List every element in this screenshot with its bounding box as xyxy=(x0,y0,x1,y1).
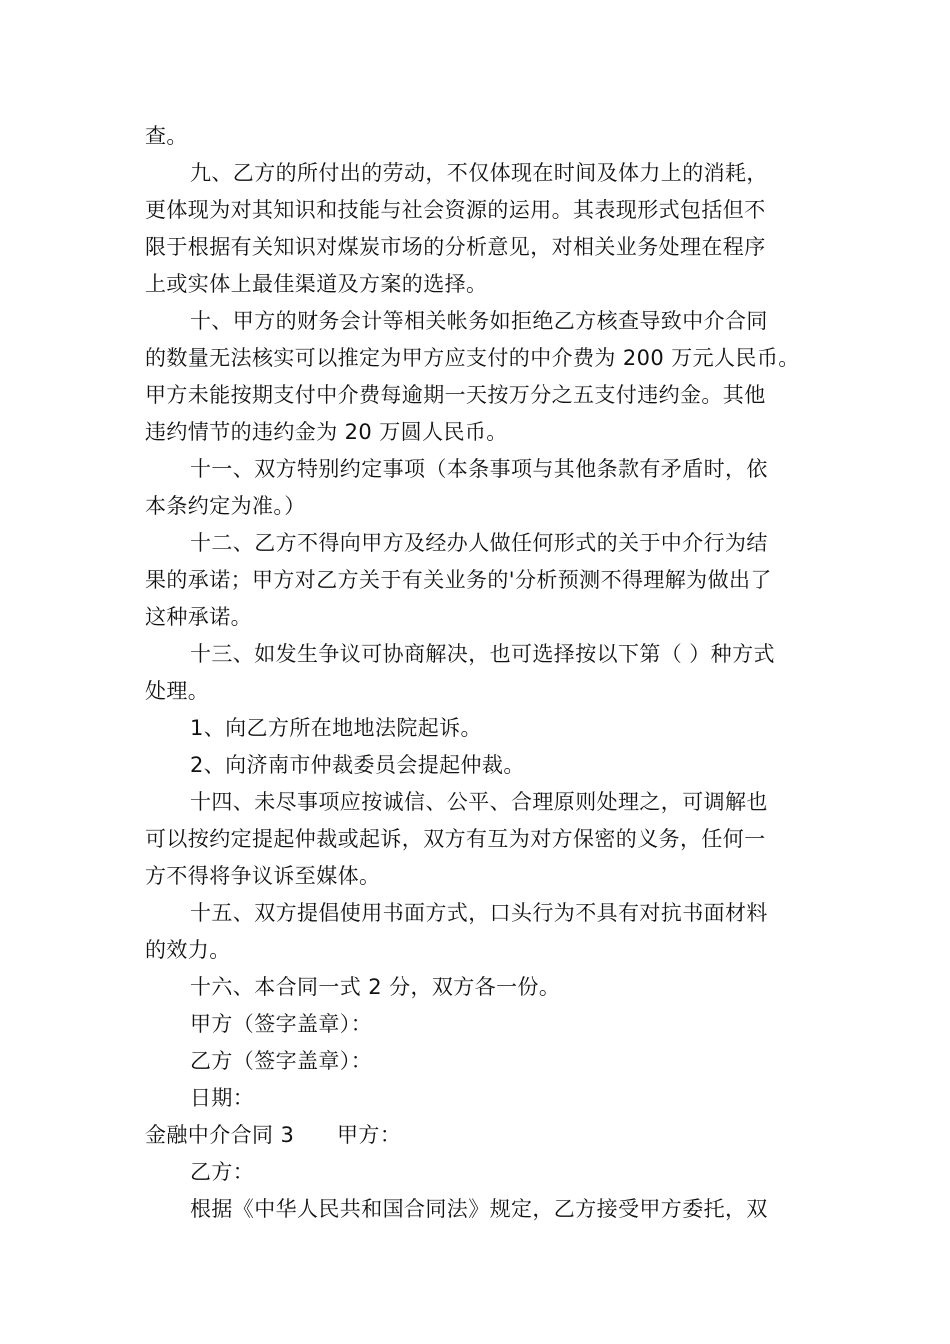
body-line: 本条约定为准。） xyxy=(145,494,306,518)
body-line: 方不得将争议诉至媒体。 xyxy=(145,864,381,888)
clause-15-start: 十五、双方提倡使用书面方式，口头行为不具有对抗书面材料 xyxy=(190,901,768,925)
body-line: 的效力。 xyxy=(145,938,231,962)
party-a-signature: 甲方（签字盖章）： xyxy=(190,1012,373,1036)
clause-14-start: 十四、未尽事项应按诚信、公平、合理原则处理之，可调解也 xyxy=(190,790,768,814)
body-line: 违约情节的违约金为 20 万圆人民币。 xyxy=(145,420,508,444)
clause-10-start: 十、甲方的财务会计等相关帐务如拒绝乙方核查导致中介合同 xyxy=(190,309,768,333)
body-line: 的数量无法核实可以推定为甲方应支付的中介费为 200 万元人民币。 xyxy=(145,346,800,370)
clause-9-start: 九、乙方的所付出的劳动，不仅体现在时间及体力上的消耗， xyxy=(190,161,768,185)
body-line: 甲方未能按期支付中介费每逾期一天按万分之五支付违约金。其他 xyxy=(145,383,766,407)
party-b-label: 乙方： xyxy=(190,1160,255,1184)
body-line: 这种承诺。 xyxy=(145,605,252,629)
clause-12-start: 十二、乙方不得向甲方及经办人做任何形式的关于中介行为结 xyxy=(190,531,768,555)
intro-paragraph: 根据《中华人民共和国合同法》规定，乙方接受甲方委托，双 xyxy=(190,1197,768,1221)
clause-13-start: 十三、如发生争议可协商解决，也可选择按以下第（ ）种方式 xyxy=(190,642,775,666)
party-b-signature: 乙方（签字盖章）： xyxy=(190,1049,373,1073)
body-line: 处理。 xyxy=(145,679,210,703)
date-label: 日期： xyxy=(190,1086,255,1110)
option-1: 1、向乙方所在地地法院起诉。 xyxy=(190,716,482,740)
option-2: 2、向济南市仲裁委员会提起仲裁。 xyxy=(190,753,525,777)
clause-16: 十六、本合同一式 2 分，双方各一份。 xyxy=(190,975,561,999)
body-line: 查。 xyxy=(145,124,188,148)
clause-11-start: 十一、双方特别约定事项（本条事项与其他条款有矛盾时，依 xyxy=(190,457,768,481)
body-line: 限于根据有关知识对煤炭市场的分析意见，对相关业务处理在程序 xyxy=(145,235,766,259)
body-line: 可以按约定提起仲裁或起诉，双方有互为对方保密的义务，任何一 xyxy=(145,827,766,851)
section-title: 金融中介合同 3 甲方： xyxy=(145,1123,402,1147)
body-line: 上或实体上最佳渠道及方案的选择。 xyxy=(145,272,488,296)
body-line: 更体现为对其知识和技能与社会资源的运用。其表现形式包括但不 xyxy=(145,198,766,222)
body-line: 果的承诺；甲方对乙方关于有关业务的'分析预测不得理解为做出了 xyxy=(145,568,772,592)
